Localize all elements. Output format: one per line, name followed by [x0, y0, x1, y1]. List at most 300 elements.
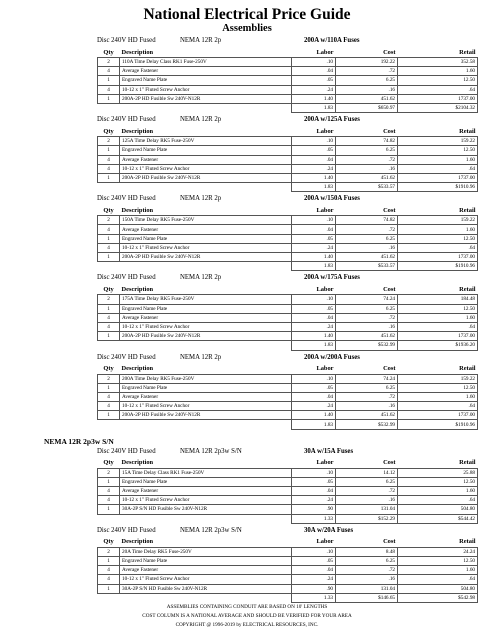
cell-labor: .05 — [292, 76, 336, 85]
total-labor: 1.33 — [292, 514, 336, 523]
column-header-cost: Cost — [383, 365, 396, 372]
total-blank — [98, 593, 120, 602]
cell-description: 15A Time Delay Class RK1 Fuse-250V — [120, 468, 292, 477]
cell-description: Average Fastener — [120, 566, 292, 575]
cell-cost: 192.22 — [336, 58, 398, 67]
cell-description: 125A Time Delay RK5 Fuse-250V — [120, 137, 292, 146]
cell-qty: 1 — [98, 94, 120, 103]
table-row — [98, 547, 478, 556]
cell-description: Average Fastener — [120, 225, 292, 234]
table-header-row — [98, 284, 478, 295]
cell-cost: 451.62 — [336, 173, 398, 182]
table-row — [98, 584, 478, 593]
table-row — [98, 322, 478, 331]
column-header-retail: Retail — [459, 127, 476, 135]
cell-description: 10-12 x 1" Fluted Screw Anchor — [120, 322, 292, 331]
table-row — [98, 67, 478, 76]
section-heading-col3: 200A w/110A Fuses — [304, 37, 360, 44]
cell-description: 10-12 x 1" Fluted Screw Anchor — [120, 243, 292, 252]
total-blank — [120, 593, 292, 602]
table-header-row — [98, 126, 478, 137]
cell-description: Engraved Name Plate — [120, 146, 292, 155]
cell-description: Engraved Name Plate — [120, 76, 292, 85]
section-heading-col3: 200A w/150A Fuses — [304, 195, 360, 203]
column-header-qty: Qty — [103, 127, 114, 135]
cell-qty: 2 — [98, 547, 120, 556]
cell-labor: .24 — [292, 575, 336, 584]
column-header-labor: Labor — [316, 538, 334, 546]
column-header-labor: Labor — [316, 285, 334, 293]
total-labor: 1.83 — [292, 183, 336, 192]
cell-qty: 4 — [98, 67, 120, 76]
cell-retail: 12.50 — [398, 146, 478, 155]
section-heading — [0, 273, 494, 284]
cell-labor: .05 — [292, 477, 336, 486]
total-labor: 1.83 — [292, 341, 336, 350]
cell-labor: .05 — [292, 234, 336, 243]
cell-cost: 451.62 — [336, 94, 398, 103]
total-retail: $2104.32 — [398, 103, 478, 112]
price-table — [97, 458, 478, 524]
cell-cost: 6.25 — [336, 234, 398, 243]
column-header-retail: Retail — [459, 48, 476, 56]
table-row — [98, 234, 478, 243]
total-retail: $542.98 — [398, 593, 478, 602]
cell-retail: 1737.00 — [398, 411, 478, 420]
cell-retail: 1.60 — [398, 392, 478, 401]
column-header-qty: Qty — [103, 206, 114, 214]
cell-labor: .05 — [292, 383, 336, 392]
cell-description: 175A Time Delay RK5 Fuse-250V — [120, 295, 292, 304]
cell-cost: .16 — [336, 402, 398, 411]
column-header-cost: Cost — [383, 48, 396, 56]
total-retail: $1936.20 — [398, 341, 478, 350]
group-heading-label: NEMA 12R 2p3w S/N — [44, 436, 114, 446]
cell-labor: 1.40 — [292, 253, 336, 262]
column-header-description: Description — [121, 538, 154, 546]
page-title: National Electrical Price Guide — [143, 6, 351, 23]
section-heading-col1: Disc 240V HD Fused — [97, 447, 156, 455]
column-header-qty: Qty — [103, 538, 114, 546]
cell-qty: 1 — [98, 253, 120, 262]
cell-qty: 1 — [98, 477, 120, 486]
total-blank — [120, 103, 292, 112]
table-header-row — [98, 537, 478, 548]
total-row — [98, 341, 478, 350]
section-heading — [0, 447, 494, 458]
total-row — [98, 183, 478, 192]
section-heading-col3: 30A w/20A Fuses — [304, 526, 354, 534]
table-row — [98, 411, 478, 420]
total-blank — [98, 183, 120, 192]
cell-labor: .04 — [292, 313, 336, 322]
footer-line-3: COPYRIGHT @ 1996-2019 by ELECTRICAL RESOURCES, INC. — [175, 622, 319, 628]
cell-qty: 4 — [98, 155, 120, 164]
section-heading — [0, 115, 494, 126]
cell-retail: 24.24 — [398, 547, 478, 556]
total-row — [98, 514, 478, 523]
cell-labor: .10 — [292, 468, 336, 477]
cell-cost: .72 — [336, 392, 398, 401]
cell-labor: .24 — [292, 402, 336, 411]
column-header-retail: Retail — [459, 206, 476, 214]
section-heading-col2: NEMA 12R 2p — [180, 37, 222, 44]
table-row — [98, 225, 478, 234]
cell-cost: .72 — [336, 487, 398, 496]
cell-cost: .72 — [336, 67, 398, 76]
table-row — [98, 173, 478, 182]
cell-description: 10-12 x 1" Fluted Screw Anchor — [120, 164, 292, 173]
total-row — [98, 103, 478, 112]
cell-retail: 352.58 — [398, 58, 478, 67]
cell-labor: .90 — [292, 505, 336, 514]
cell-cost: 6.25 — [336, 477, 398, 486]
cell-retail: 25.88 — [398, 468, 478, 477]
cell-description: Engraved Name Plate — [120, 304, 292, 313]
cell-retail: 159.22 — [398, 216, 478, 225]
table-row — [98, 313, 478, 322]
section-heading-col1: Disc 240V HD Fused — [97, 116, 156, 124]
table-row — [98, 556, 478, 565]
cell-qty: 1 — [98, 411, 120, 420]
cell-qty: 4 — [98, 496, 120, 505]
column-header-labor: Labor — [316, 48, 334, 56]
column-header-description: Description — [121, 48, 154, 56]
cell-cost: .16 — [336, 243, 398, 252]
cell-description: 200A-2P HD Fusible Sw 240V-N12R — [120, 173, 292, 182]
cell-cost: 14.12 — [336, 468, 398, 477]
section-heading-col1: Disc 240V HD Fused — [97, 526, 156, 534]
column-header-labor: Labor — [316, 127, 334, 135]
table-header-row — [98, 47, 478, 58]
price-table — [97, 537, 478, 603]
cell-qty: 4 — [98, 566, 120, 575]
cell-qty: 2 — [98, 374, 120, 383]
cell-cost: .72 — [336, 155, 398, 164]
table-row — [98, 94, 478, 103]
column-header-cost: Cost — [383, 459, 396, 467]
total-blank — [120, 183, 292, 192]
section-heading-col3: 200A w/125A Fuses — [304, 116, 360, 124]
section-heading — [0, 194, 494, 205]
price-table — [97, 205, 478, 271]
column-header-cost: Cost — [383, 538, 396, 546]
column-header-qty: Qty — [103, 48, 114, 56]
cell-labor: .24 — [292, 322, 336, 331]
total-labor: 1.83 — [292, 262, 336, 271]
table-row — [98, 575, 478, 584]
cell-description: 10-12 x 1" Fluted Screw Anchor — [120, 496, 292, 505]
cell-qty: 1 — [98, 173, 120, 182]
total-blank — [120, 420, 292, 429]
cell-qty: 1 — [98, 332, 120, 341]
cell-description: 30A-2P S/N HD Fusible Sw 240V-N12R — [120, 505, 292, 514]
footer-line-2: COST COLUMN IS A NATIONAL AVERAGE AND SHOULD BE VERIFIED FOR YOUR AREA — [142, 613, 352, 619]
total-cost: $533.57 — [336, 183, 398, 192]
cell-labor: .24 — [292, 85, 336, 94]
section-heading-col2: NEMA 12R 2p — [180, 116, 222, 124]
column-header-retail: Retail — [459, 285, 476, 293]
table-row — [98, 402, 478, 411]
total-blank — [120, 341, 292, 350]
cell-cost: 451.62 — [336, 253, 398, 262]
cell-cost: 451.62 — [336, 332, 398, 341]
cell-cost: 6.25 — [336, 146, 398, 155]
column-header-description: Description — [121, 365, 154, 372]
section-heading-col1: Disc 240V HD Fused — [97, 37, 156, 44]
cell-cost: 6.25 — [336, 304, 398, 313]
section-heading-col1: Disc 240V HD Fused — [97, 353, 156, 361]
cell-labor: .10 — [292, 295, 336, 304]
column-header-description: Description — [121, 459, 154, 467]
total-retail: $544.42 — [398, 514, 478, 523]
total-blank — [98, 420, 120, 429]
cell-labor: 1.40 — [292, 173, 336, 182]
cell-retail: 1.60 — [398, 566, 478, 575]
section-heading — [0, 526, 494, 537]
cell-description: 200A-2P HD Fusible Sw 240V-N12R — [120, 332, 292, 341]
column-header-cost: Cost — [383, 127, 396, 135]
section-heading — [0, 353, 494, 364]
cell-description: 200A-2P HD Fusible Sw 240V-N12R — [120, 411, 292, 420]
column-header-labor: Labor — [316, 206, 334, 214]
cell-qty: 2 — [98, 216, 120, 225]
cell-labor: .04 — [292, 225, 336, 234]
cell-description: 10-12 x 1" Fluted Screw Anchor — [120, 85, 292, 94]
cell-description: 200A Time Delay RK5 Fuse-250V — [120, 374, 292, 383]
group-heading — [0, 432, 494, 447]
cell-cost: 74.24 — [336, 295, 398, 304]
cell-cost: 6.25 — [336, 556, 398, 565]
cell-retail: 504.80 — [398, 584, 478, 593]
column-header-description: Description — [121, 127, 154, 135]
cell-retail: 184.48 — [398, 295, 478, 304]
table-row — [98, 392, 478, 401]
cell-labor: .10 — [292, 58, 336, 67]
cell-labor: .05 — [292, 556, 336, 565]
cell-description: Average Fastener — [120, 155, 292, 164]
cell-retail: .64 — [398, 496, 478, 505]
cell-retail: 12.50 — [398, 304, 478, 313]
cell-retail: 1.60 — [398, 487, 478, 496]
total-blank — [98, 514, 120, 523]
total-row — [98, 420, 478, 429]
cell-description: Engraved Name Plate — [120, 383, 292, 392]
cell-labor: .24 — [292, 164, 336, 173]
cell-cost: 131.04 — [336, 505, 398, 514]
cell-labor: 1.40 — [292, 94, 336, 103]
cell-description: Engraved Name Plate — [120, 234, 292, 243]
section-heading-col2: NEMA 12R 2p — [180, 274, 222, 282]
cell-retail: 1737.00 — [398, 173, 478, 182]
total-blank — [120, 514, 292, 523]
cell-retail: 1.60 — [398, 67, 478, 76]
cell-retail: 12.50 — [398, 383, 478, 392]
cell-labor: .05 — [292, 146, 336, 155]
cell-retail: 159.22 — [398, 137, 478, 146]
section-heading-col1: Disc 240V HD Fused — [97, 274, 156, 282]
cell-qty: 4 — [98, 322, 120, 331]
section-heading — [0, 36, 494, 47]
section-heading-col2: NEMA 12R 2p3w S/N — [180, 526, 242, 534]
column-header-description: Description — [121, 285, 154, 293]
total-retail: $1910.96 — [398, 262, 478, 271]
cell-retail: 504.80 — [398, 505, 478, 514]
section-heading-col3: 200A w/200A Fuses — [304, 353, 360, 361]
total-cost: $146.65 — [336, 593, 398, 602]
cell-qty: 1 — [98, 383, 120, 392]
cell-labor: .10 — [292, 216, 336, 225]
table-row — [98, 566, 478, 575]
cell-cost: .16 — [336, 496, 398, 505]
total-row — [98, 262, 478, 271]
total-cost: $532.99 — [336, 420, 398, 429]
cell-cost: 6.25 — [336, 76, 398, 85]
table-row — [98, 137, 478, 146]
cell-retail: .64 — [398, 164, 478, 173]
table-header-row — [98, 458, 478, 469]
cell-retail: 12.50 — [398, 76, 478, 85]
table-row — [98, 496, 478, 505]
section-heading-col2: NEMA 12R 2p — [180, 353, 222, 361]
cell-description: 200A-2P HD Fusible Sw 240V-N12R — [120, 253, 292, 262]
table-row — [98, 85, 478, 94]
total-labor: 1.83 — [292, 103, 336, 112]
cell-retail: 1.60 — [398, 155, 478, 164]
cell-qty: 2 — [98, 468, 120, 477]
cell-description: Average Fastener — [120, 313, 292, 322]
cell-retail: 1737.00 — [398, 94, 478, 103]
cell-qty: 4 — [98, 243, 120, 252]
cell-qty: 1 — [98, 146, 120, 155]
cell-cost: 74.82 — [336, 216, 398, 225]
total-cost: $533.57 — [336, 262, 398, 271]
cell-cost: 131.04 — [336, 584, 398, 593]
table-row — [98, 487, 478, 496]
table-row — [98, 383, 478, 392]
cell-labor: .04 — [292, 155, 336, 164]
column-header-cost: Cost — [383, 285, 396, 293]
cell-description: Average Fastener — [120, 67, 292, 76]
sections-container — [0, 36, 494, 605]
cell-retail: 159.22 — [398, 374, 478, 383]
cell-retail: .64 — [398, 85, 478, 94]
cell-retail: 12.50 — [398, 477, 478, 486]
cell-retail: 1737.00 — [398, 332, 478, 341]
section-heading-col1: Disc 240V HD Fused — [97, 195, 156, 203]
column-header-labor: Labor — [316, 459, 334, 467]
cell-qty: 1 — [98, 556, 120, 565]
cell-description: 110A Time Delay Class RK1 Fuse-250V — [120, 58, 292, 67]
column-header-cost: Cost — [383, 206, 396, 214]
total-blank — [98, 341, 120, 350]
cell-labor: .24 — [292, 496, 336, 505]
cell-retail: 1.60 — [398, 313, 478, 322]
cell-labor: .04 — [292, 392, 336, 401]
cell-cost: .16 — [336, 85, 398, 94]
cell-cost: .72 — [336, 225, 398, 234]
price-table — [97, 126, 478, 192]
total-blank — [98, 262, 120, 271]
cell-retail: 1737.00 — [398, 253, 478, 262]
cell-labor: .90 — [292, 584, 336, 593]
cell-retail: 12.50 — [398, 234, 478, 243]
table-header-row — [98, 205, 478, 216]
cell-cost: 8.48 — [336, 547, 398, 556]
total-labor: 1.33 — [292, 593, 336, 602]
cell-qty: 4 — [98, 392, 120, 401]
table-row — [98, 155, 478, 164]
cell-retail: .64 — [398, 322, 478, 331]
cell-qty: 1 — [98, 584, 120, 593]
cell-cost: 6.25 — [336, 383, 398, 392]
table-row — [98, 76, 478, 85]
cell-qty: 1 — [98, 304, 120, 313]
cell-qty: 1 — [98, 505, 120, 514]
cell-retail: 12.50 — [398, 556, 478, 565]
cell-retail: .64 — [398, 402, 478, 411]
column-header-labor: Labor — [316, 365, 334, 372]
table-row — [98, 253, 478, 262]
cell-labor: 1.40 — [292, 332, 336, 341]
cell-qty: 4 — [98, 85, 120, 94]
cell-retail: .64 — [398, 575, 478, 584]
cell-qty: 4 — [98, 402, 120, 411]
cell-cost: .16 — [336, 322, 398, 331]
cell-qty: 4 — [98, 225, 120, 234]
cell-description: Average Fastener — [120, 487, 292, 496]
table-row — [98, 477, 478, 486]
price-table — [97, 47, 478, 113]
cell-qty: 2 — [98, 295, 120, 304]
table-row — [98, 146, 478, 155]
cell-qty: 4 — [98, 487, 120, 496]
cell-description: 200A-2P HD Fusible Sw 240V-N12R — [120, 94, 292, 103]
cell-qty: 4 — [98, 575, 120, 584]
section-heading-col2: NEMA 12R 2p3w S/N — [180, 447, 242, 455]
cell-description: 10-12 x 1" Fluted Screw Anchor — [120, 402, 292, 411]
price-table — [97, 284, 478, 350]
cell-cost: 74.24 — [336, 374, 398, 383]
total-blank — [98, 103, 120, 112]
price-table — [97, 364, 478, 430]
column-header-qty: Qty — [103, 365, 114, 372]
cell-cost: 74.82 — [336, 137, 398, 146]
total-row — [98, 593, 478, 602]
cell-cost: .16 — [336, 575, 398, 584]
section-heading-col3: 200A w/175A Fuses — [304, 274, 360, 282]
cell-labor: .24 — [292, 243, 336, 252]
cell-description: 20A Time Delay RK5 Fuse-250V — [120, 547, 292, 556]
cell-cost: 451.62 — [336, 411, 398, 420]
cell-description: 30A-2P S/N HD Fusible Sw 240V-N12R — [120, 584, 292, 593]
cell-description: Engraved Name Plate — [120, 556, 292, 565]
cell-description: 10-12 x 1" Fluted Screw Anchor — [120, 575, 292, 584]
table-row — [98, 58, 478, 67]
cell-cost: .72 — [336, 313, 398, 322]
column-header-qty: Qty — [103, 285, 114, 293]
column-header-retail: Retail — [459, 538, 476, 546]
cell-qty: 1 — [98, 76, 120, 85]
section-heading-col2: NEMA 12R 2p — [180, 195, 222, 203]
cell-qty: 2 — [98, 58, 120, 67]
table-row — [98, 332, 478, 341]
table-row — [98, 164, 478, 173]
total-labor: 1.83 — [292, 420, 336, 429]
column-header-qty: Qty — [103, 459, 114, 467]
cell-qty: 4 — [98, 313, 120, 322]
column-header-retail: Retail — [459, 459, 476, 467]
